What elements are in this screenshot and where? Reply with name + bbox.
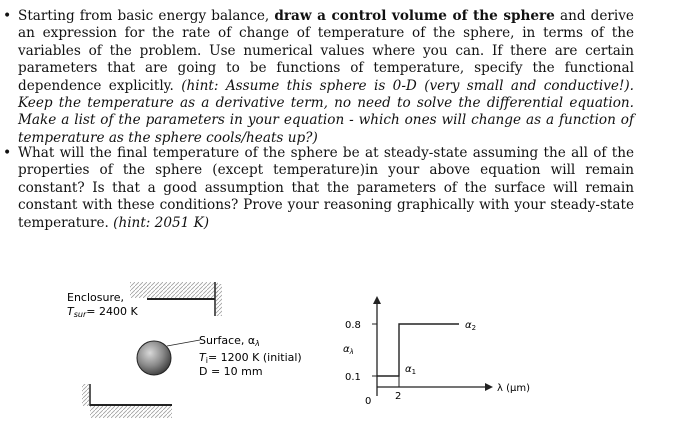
- initial-temp-label: [199, 351, 302, 365]
- alpha1-label: [405, 364, 416, 376]
- x-axis-arrow: [485, 383, 493, 391]
- absorptivity-step-line: [377, 324, 459, 376]
- question-2-text: [18, 145, 634, 232]
- surface-subscript: λ: [255, 339, 260, 348]
- absorptivity-plot: [343, 296, 530, 407]
- tsur-label: [67, 305, 138, 319]
- ti-subscript: i: [205, 356, 208, 365]
- alpha2-label: [465, 320, 476, 332]
- diameter-label: D = 10 mm: [199, 365, 263, 378]
- q1-hint: (hint: Assume this sphere is 0-D (very small and conductive!). Keep the temperature as a derivative term, no need to solve the differential equation. Make a list of the parameters in your equation - which ones will change as a function of temperature as the sphere cools/heats up?): [18, 77, 635, 146]
- q1-text-a: Starting from basic energy balance,: [18, 8, 275, 24]
- x-axis-label: λ (μm): [497, 383, 531, 394]
- enclosure-bottom-wall: [82, 384, 172, 418]
- x-tick-label-break: 2: [395, 391, 402, 402]
- alpha1-symbol: α: [405, 364, 412, 375]
- bullet-2: •: [3, 145, 12, 161]
- enclosure-label: Enclosure,: [67, 291, 125, 304]
- figure-svg: [55, 278, 575, 428]
- x-tick-label-zero: 0: [365, 396, 372, 407]
- surface-text: Surface, α: [199, 334, 256, 347]
- sphere-leader-line: [167, 340, 200, 346]
- surface-label: [199, 334, 260, 348]
- alpha2-subscript: 2: [471, 324, 477, 332]
- ti-symbol: T: [199, 351, 206, 364]
- y-axis-arrow: [373, 296, 381, 304]
- alpha2-symbol: α: [465, 320, 472, 331]
- sphere: [137, 341, 171, 375]
- y-tick-label-low: 0.1: [345, 372, 361, 383]
- problem-figure: [55, 278, 575, 428]
- y-tick-label-high: 0.8: [345, 320, 361, 331]
- q2-hint: (hint: 2051 K): [113, 214, 210, 231]
- tsur-subscript: sur: [73, 310, 87, 319]
- y-axis-subscript: λ: [349, 348, 354, 356]
- bullet-1: •: [3, 8, 12, 24]
- q1-text-b: and derive an expression for the rate of change of temperature of the sphere, in terms of the variables of the problem. Use numerical values where you can. If there are certain parameters that are going to be functions of temperature, specify the functional dependence explicitly.: [18, 8, 634, 94]
- tsur-symbol: T: [67, 305, 74, 318]
- y-axis-label: [343, 344, 354, 356]
- enclosure-top-wall: [130, 282, 222, 316]
- tsur-value: = 2400 K: [86, 305, 138, 318]
- q2-text: What will the final temperature of the sphere be at steady-state assuming the all of the properties of the sphere (except temperature)in your above equation will remain constant? Is that a good assumption that the parameters of the surface will remain constant with these conditions? Prove your reasoning graphically with your steady-state temperature.: [18, 145, 634, 231]
- alpha1-subscript: 1: [411, 368, 417, 376]
- ti-value: = 1200 K (initial): [207, 351, 302, 364]
- y-axis-symbol: α: [343, 344, 350, 355]
- q1-bold-instruction: draw a control volume of the sphere: [274, 8, 555, 24]
- question-1-text: [18, 8, 634, 147]
